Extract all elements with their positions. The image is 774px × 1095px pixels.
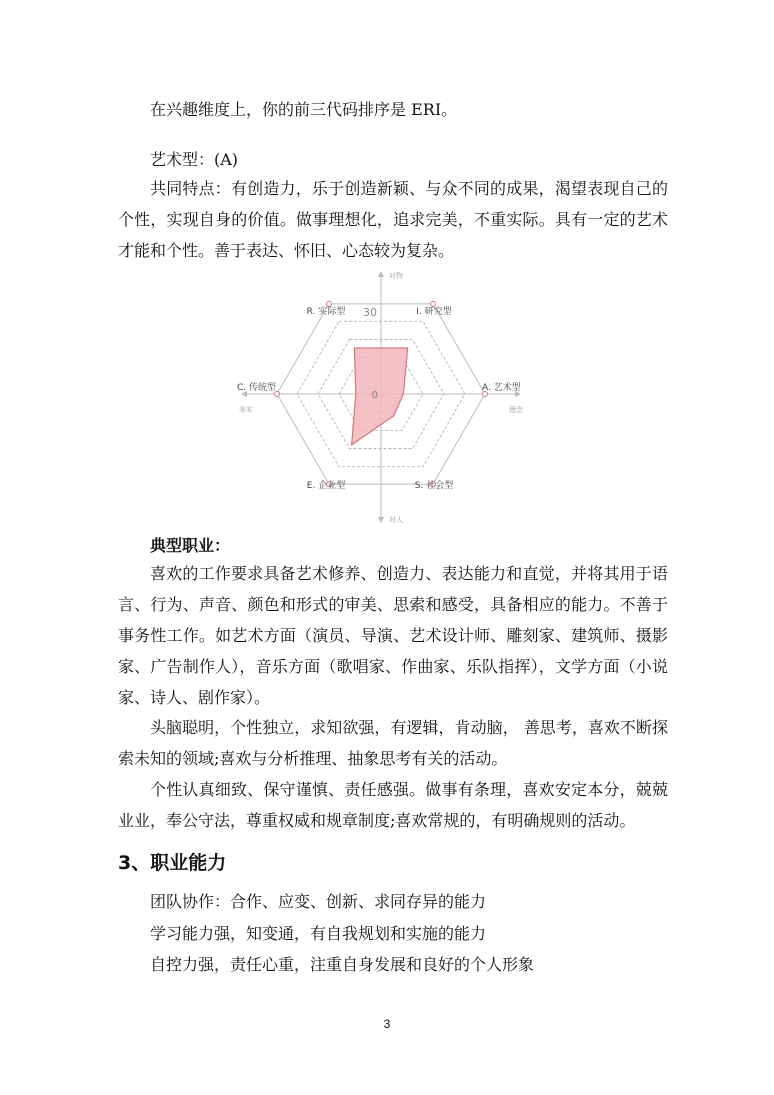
ability-item: 学习能力强，知变通，有自我规划和实施的能力: [150, 924, 487, 943]
radar-axis-direction-label: 对人: [389, 516, 403, 524]
radar-axis-direction-label: 理念: [509, 406, 523, 414]
type-title: 艺术型：(A): [150, 150, 239, 169]
radar-data-area: [352, 348, 408, 445]
radar-category-label: R. 实际型: [306, 307, 346, 317]
radar-axis-direction-label: 对物: [389, 272, 403, 280]
radar-category-label: S. 社会型: [414, 481, 454, 491]
radar-axis-direction-label: 务实: [239, 406, 253, 414]
ability-item: 自控力强，责任心重，注重自身发展和良好的个人形象: [150, 955, 535, 974]
radar-category-label: I. 研究型: [416, 307, 452, 317]
radar-category-label: A. 艺术型: [482, 383, 521, 393]
interest-radar-chart: [228, 268, 548, 528]
common-traits-paragraph: 共同特点：有创造力，乐于创造新颖、与众不同的成果，渴望表现自己的个性，实现自身的价值。做事理想化，追求完美，不重实际。具有一定的艺术才能和个性。善于表达、怀旧、心态较为复杂。: [118, 179, 668, 260]
intro-line: 在兴趣维度上，你的前三代码排序是 ERI。: [150, 100, 458, 119]
careers-paragraph-1: 喜欢的工作要求具备艺术修养、创造力、表达能力和直觉，并将其用于语言、行为、声音、颜色和形式的审美、思索和感受，具备相应的能力。不善于事务性工作。如艺术方面（演员、导演、艺术设计师、雕刻家、建筑师、摄影家、广告制作人），音乐方面（歌唱家、作曲家、乐队指挥），文学方面（小说家、诗人、剧作家）。: [118, 564, 668, 707]
radar-vertex-dot: [431, 301, 436, 306]
radar-scale-zero-label: 0: [371, 390, 378, 401]
careers-paragraph-3: 个性认真细致、保守谨慎、责任感强。做事有条理，喜欢安定本分，兢兢业业，奉公守法，尊重权威和规章制度;喜欢常规的，有明确规则的活动。: [118, 780, 668, 830]
ability-item: 团队协作：合作、应变、创新、求同存异的能力: [150, 892, 487, 911]
careers-paragraph-2: 头脑聪明，个性独立，求知欲强，有逻辑，肯动脑， 善思考，喜欢不断探索未知的领域;喜欢与分析推理、抽象思考有关的活动。: [118, 718, 668, 768]
section-3-heading: 3、职业能力: [118, 852, 227, 874]
radar-vertex-dot: [327, 301, 332, 306]
radar-category-label: C. 传统型: [236, 383, 276, 393]
radar-scale-max-label: 30: [363, 306, 377, 319]
radar-category-label: E. 企业型: [306, 481, 346, 491]
page-number: 3: [383, 1017, 391, 1031]
careers-heading: 典型职业：: [150, 536, 231, 555]
